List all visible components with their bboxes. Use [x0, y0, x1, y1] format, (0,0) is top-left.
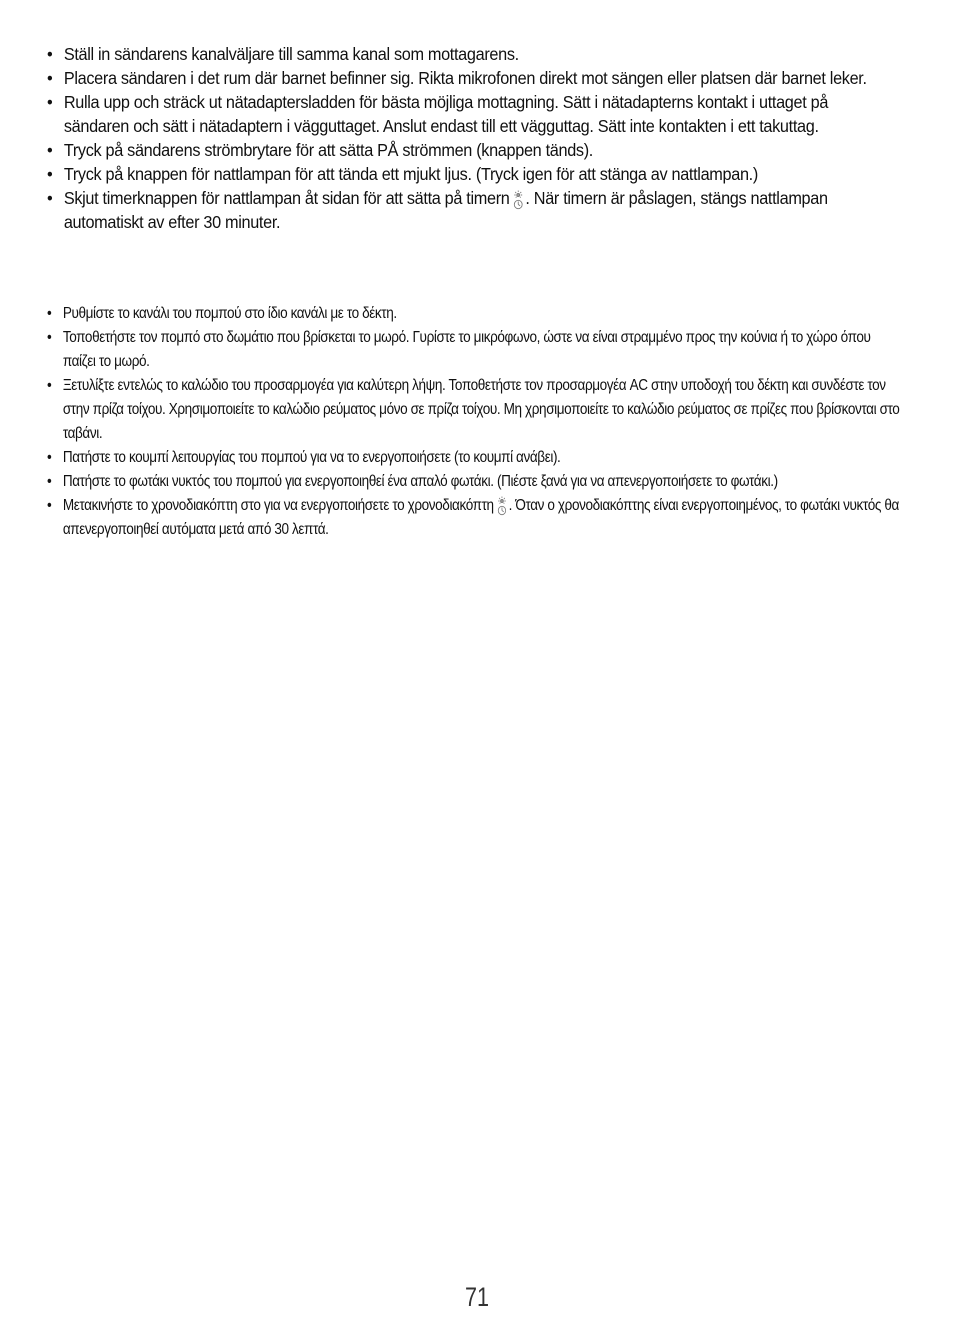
list-item	[47, 186, 889, 234]
instruction-text: Πατήστε το φωτάκι νυκτός του πομπού για ενεργοποιηθεί ένα απαλό φωτάκι. (Πιέστε ξανά για να απενεργοποιήσετε το φωτάκι.)	[62, 473, 778, 490]
instruction-text: Μετακινήστε το χρονοδιακόπτη στο για να ενεργοποιήσετε το χρονοδιακόπτη	[62, 497, 494, 514]
list-item	[47, 374, 901, 446]
page-number: 71	[464, 1282, 490, 1312]
list-item	[47, 162, 889, 186]
list-item	[47, 66, 889, 90]
list-item	[47, 494, 901, 542]
instruction-text: Ställ in sändarens kanalväljare till samma kanal som mottagarens.	[63, 44, 519, 64]
instruction-text: Ξετυλίξτε εντελώς το καλώδιο του προσαρμογέα για καλύτερη λήψη. Τοποθετήστε τον προσαρμογέα AC στην υποδοχή του δέκτη και συνδέστε τον στην πρίζα τοίχου. Χρησιμοποιείτε το καλώδιο ρεύματος μόνο σε πρίζα τοίχου. Μη χρησιμοποιείτε το καλώδιο ρεύματος σε πρίζες που βρίσκονται στο ταβάνι.	[62, 377, 900, 442]
greek-instructions-list	[47, 302, 901, 542]
list-item	[47, 90, 889, 138]
bullet: •	[47, 188, 53, 208]
bullet: •	[47, 449, 52, 466]
instruction-text: Placera sändaren i det rum där barnet befinner sig. Rikta mikrofonen direkt mot sängen eller platsen där barnet leker.	[63, 68, 867, 88]
instruction-text: Tryck på sändarens strömbrytare för att sätta PÅ strömmen (knappen tänds).	[63, 140, 593, 160]
bullet: •	[47, 140, 53, 160]
night-light-timer-icon	[495, 496, 507, 516]
list-item	[47, 42, 889, 66]
instruction-text: Πατήστε το κουμπί λειτουργίας του πομπού για να το ενεργοποιήσετε (το κουμπί ανάβει).	[62, 449, 561, 466]
bullet: •	[47, 377, 52, 394]
instruction-text: Tryck på knappen för nattlampan för att tända ett mjukt ljus. (Tryck igen för att stänga av nattlampan.)	[63, 164, 758, 184]
list-item	[47, 446, 901, 470]
swedish-instructions-list	[47, 42, 889, 234]
bullet: •	[47, 305, 52, 322]
instruction-text-continued: . När timern är påslagen, stängs nattlampan automatiskt av efter 30 minuter.	[63, 188, 828, 232]
bullet: •	[47, 329, 52, 346]
list-item	[47, 470, 901, 494]
list-item	[47, 138, 889, 162]
instruction-text: Ρυθμίστε το κανάλι του πομπού στο ίδιο κανάλι με το δέκτη.	[62, 305, 397, 322]
bullet: •	[47, 44, 53, 64]
bullet: •	[47, 92, 53, 112]
night-light-timer-icon	[511, 190, 524, 210]
bullet: •	[47, 68, 53, 88]
bullet: •	[47, 497, 52, 514]
instruction-text: Τοποθετήστε τον πομπό στο δωμάτιο που βρίσκεται το μωρό. Γυρίστε το μικρόφωνο, ώστε να είναι στραμμένο προς την κούνια ή το χώρο όπου παίζει το μωρό.	[62, 329, 871, 370]
instruction-text: Skjut timerknappen för nattlampan åt sidan för att sätta på timern	[63, 188, 510, 208]
instruction-text: Rulla upp och sträck ut nätadaptersladden för bästa möjliga mottagning. Sätt i nätadapterns kontakt i uttaget på sändaren och sätt i nätadaptern i vägguttaget. Anslut endast till ett vägguttag. Sätt inte kontakten i ett takuttag.	[63, 92, 829, 136]
bullet: •	[47, 473, 52, 490]
instruction-text-continued: . Όταν ο χρονοδιακόπτης είναι ενεργοποιημένος, το φωτάκι νυκτός θα απενεργοποιηθεί αυτόματα μετά από 30 λεπτά.	[62, 497, 899, 538]
bullet: •	[47, 164, 53, 184]
list-item	[47, 302, 901, 326]
list-item	[47, 326, 901, 374]
